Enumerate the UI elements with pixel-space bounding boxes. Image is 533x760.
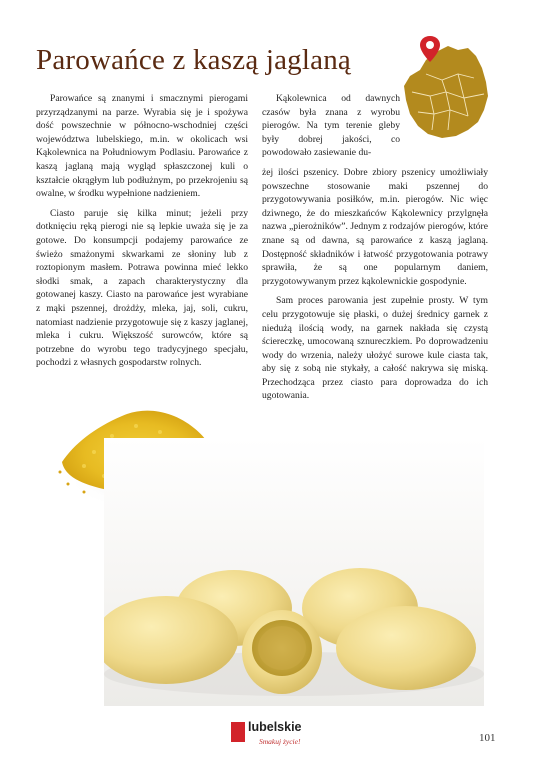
left-column [36,92,248,376]
dumplings-photo [104,438,484,706]
logo-mark-icon [231,722,245,742]
page-number: 101 [479,732,496,744]
left-paragraph-2: Ciasto paruje się kilka minut; jeżeli przy dotknięciu ręką pierogi nie są lepkie uważa się je za gotowe. Do konsumpcji podajemy parowańce ze świeżo smażonymi skwarkami ze słoniny lub z roztopionym masłem. Potrawa powinna mieć lekko słodki smak, a zapach charakterystyczny dla gotowanej kaszy. Ciasto na parowańce jest wyrabiane z mąki pszennej, drożdży, mleka, jaj, soli, cukru, natomiast nadzienie przygotowuje się z kaszy jaglanej, mleka i cukru. Większość surowców, które są potrzebne do wyrobu tego tradycyjnego specjału, pochodzi z własnych gospodarstw rolnych. [36,207,248,369]
right-intro: Kąkolewnica od dawnych czasów była znana z wyrobu pierogów. Na tym terenie gleby były dobrej jakości, co powodowało zasiewanie du- [262,93,400,159]
left-paragraph-1: Parowańce są znanymi i smacznymi pierogami przyrządzanymi na parze. Wyrabia się je i spożywa dość powszechnie w północno-wschodniej części województwa lubelskiego, m.in. w okolicach wsi Kąkolewnica na Południowym Podlasiu. Parowańce z kaszą jaglaną mają wygląd spłaszczonej kuli o kształcie okrągłym lub podłużnym, po przekrojeniu są owalne, w środku wypełnione nadzieniem. [36,93,248,200]
page-title: Parowańce z kaszą jaglaną [36,44,351,76]
right-continuation: żej ilości pszenicy. Dobre zbiory pszenicy umożliwiały powszechne stosowanie maki pszennej do przygotowywania posiłków, m.in. pierogów. Nic więc dziwnego, że do mieszkańców Kąkolewnicy przylgnęła nazwa „pierożników”. Jednym z rodzajów pierogów, które znane są od dawna, są parowańce z kaszą jaglaną. Dostępność składników i łatwość przygotowania potrawy sprawiła, że są one popularnym daniem, przygotowywanym przez kąkolewnickie gospodynie. [262,166,488,287]
lubelskie-logo [231,718,309,754]
right-column [262,92,488,409]
dumplings-illustration [104,438,484,706]
logo-slogan: Smakuj życie! [259,737,301,746]
logo-text: lubelskie [248,720,302,734]
right-paragraph-2: Sam proces parowania jest zupełnie prosty. W tym celu przygotowuje się płaski, o dużej średnicy garnek z niedużą ilością wody, na garnek nakłada się czystą ściereczkę, umocowaną sznureczkiem. Po doprowadzeniu wody do wrzenia, należy ułożyć surowe kule ciasta tak, aby się z sobą nie stykały, a całość nakrywa się miską. Przechodząca przez ciasto para doprowadza do ich ugotowania. [262,295,488,402]
